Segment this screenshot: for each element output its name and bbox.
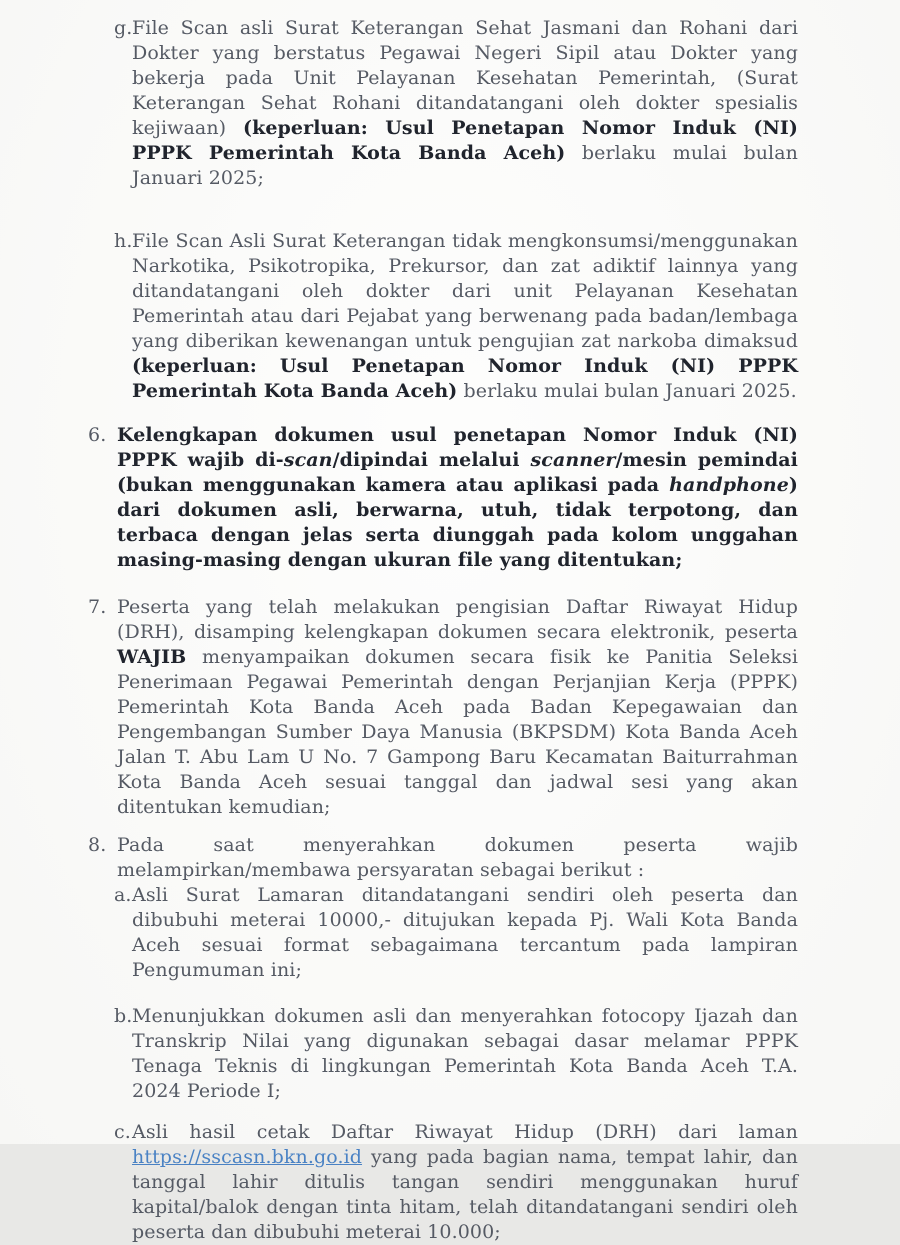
text-run: Kelengkapan dokumen usul penetapan Nomor Induk (NI) PPPK wajib di- <box>117 424 798 471</box>
item-label: g. <box>114 17 133 39</box>
item-label: a. <box>114 884 132 906</box>
item-text <box>117 833 798 883</box>
text-run: Menunjukkan dokumen asli dan menyerahkan fotocopy Ijazah dan Transkrip Nilai yang digunakan sebagai dasar melamar PPPK Tenaga Teknis di lingkungan Pemerintah Kota Banda Aceh T.A. 2024 Periode I; <box>132 1005 798 1102</box>
text-run: yang pada bagian nama, tempat lahir, dan tanggal lahir ditulis tangan sendiri menggunakan huruf kapital/balok dengan tinta hitam, telah ditandatangani sendiri oleh peserta dan dibubuhi meterai 10.000; <box>132 1146 798 1243</box>
text-run: Peserta yang telah melakukan pengisian Daftar Riwayat Hidup (DRH), disamping kelengkapan dokumen secara elektronik, peserta <box>117 596 798 643</box>
item-text <box>132 16 798 191</box>
text-run: WAJIB <box>117 646 187 668</box>
item-label: 8. <box>88 834 107 856</box>
text-run: Asli hasil cetak Daftar Riwayat Hidup (DRH) dari laman <box>132 1121 798 1143</box>
item-text <box>132 1120 798 1245</box>
text-run: scan <box>283 449 333 471</box>
text-run: berlaku mulai bulan Januari 2025; <box>132 142 799 189</box>
list-item-8b <box>114 1004 798 1104</box>
item-label: c. <box>114 1121 131 1143</box>
text-run: (keperluan: Usul Penetapan Nomor Induk (NI) PPPK Pemerintah Kota Banda Aceh) <box>132 117 798 164</box>
text-run: /dipindai melalui <box>332 449 531 471</box>
list-item-7 <box>88 595 798 820</box>
list-item-8a <box>114 883 798 983</box>
text-run: handphone <box>669 474 789 496</box>
list-item-g <box>114 16 798 191</box>
text-run: /mesin pemindai (bukan menggunakan kamera atau aplikasi pada <box>117 449 798 496</box>
text-run: menyampaikan dokumen secara fisik ke Panitia Seleksi Penerimaan Pegawai Pemerintah dengan Perjanjian Kerja (PPPK) Pemerintah Kota Banda Aceh pada Badan Kepegawaian dan Pengembangan Sumber Daya Manusia (BKPSDM) Kota Banda Aceh Jalan T. Abu Lam U No. 7 Gampong Baru Kecamatan Baiturrahman Kota Banda Aceh sesuai tanggal dan jadwal sesi yang akan ditentukan kemudian; <box>117 646 798 818</box>
text-run: File Scan Asli Surat Keterangan tidak mengkonsumsi/menggunakan Narkotika, Psikotropika, Prekursor, dan zat adiktif lainnya yang ditandatangani oleh dokter dari unit Pelayanan Kesehatan Pemerintah atau dari Pejabat yang berwenang pada badan/lembaga yang diberikan kewenangan untuk pengujian zat narkoba dimaksud <box>132 230 798 352</box>
item-label: b. <box>114 1005 133 1027</box>
list-item-8 <box>88 833 798 883</box>
list-item-h <box>114 229 798 404</box>
item-text <box>117 595 798 820</box>
item-text <box>132 1004 798 1104</box>
text-run: ) dari dokumen asli, berwarna, utuh, tidak terpotong, dan terbaca dengan jelas serta diunggah pada kolom unggahan masing-masing dengan ukuran file yang ditentukan; <box>117 474 798 571</box>
text-run: Pada saat menyerahkan dokumen peserta wajib melampirkan/membawa persyaratan sebagai berikut : <box>117 834 798 881</box>
item-text <box>132 229 798 404</box>
text-run: berlaku mulai bulan Januari 2025. <box>457 380 797 402</box>
item-label: h. <box>114 230 133 252</box>
text-run: Asli Surat Lamaran ditandatangani sendiri oleh peserta dan dibubuhi meterai 10000,- ditujukan kepada Pj. Wali Kota Banda Aceh sesuai format sebagaimana tercantum pada lampiran Pengumuman ini; <box>132 884 798 981</box>
sscasn-link[interactable]: https://sscasn.bkn.go.id <box>132 1146 363 1168</box>
item-label: 7. <box>88 596 107 618</box>
list-item-8c <box>114 1120 798 1245</box>
list-item-6 <box>88 423 798 573</box>
text-run: scanner <box>530 449 616 471</box>
item-label: 6. <box>88 424 107 446</box>
item-text <box>132 883 798 983</box>
item-text <box>117 423 798 573</box>
text-run: (keperluan: Usul Penetapan Nomor Induk (NI) PPPK Pemerintah Kota Banda Aceh) <box>132 355 798 402</box>
text-run: File Scan asli Surat Keterangan Sehat Jasmani dan Rohani dari Dokter yang berstatus Pegawai Negeri Sipil atau Dokter yang bekerja pada Unit Pelayanan Kesehatan Pemerintah, (Surat Keterangan Sehat Rohani ditandatangani oleh dokter spesialis kejiwaan) <box>132 17 798 139</box>
